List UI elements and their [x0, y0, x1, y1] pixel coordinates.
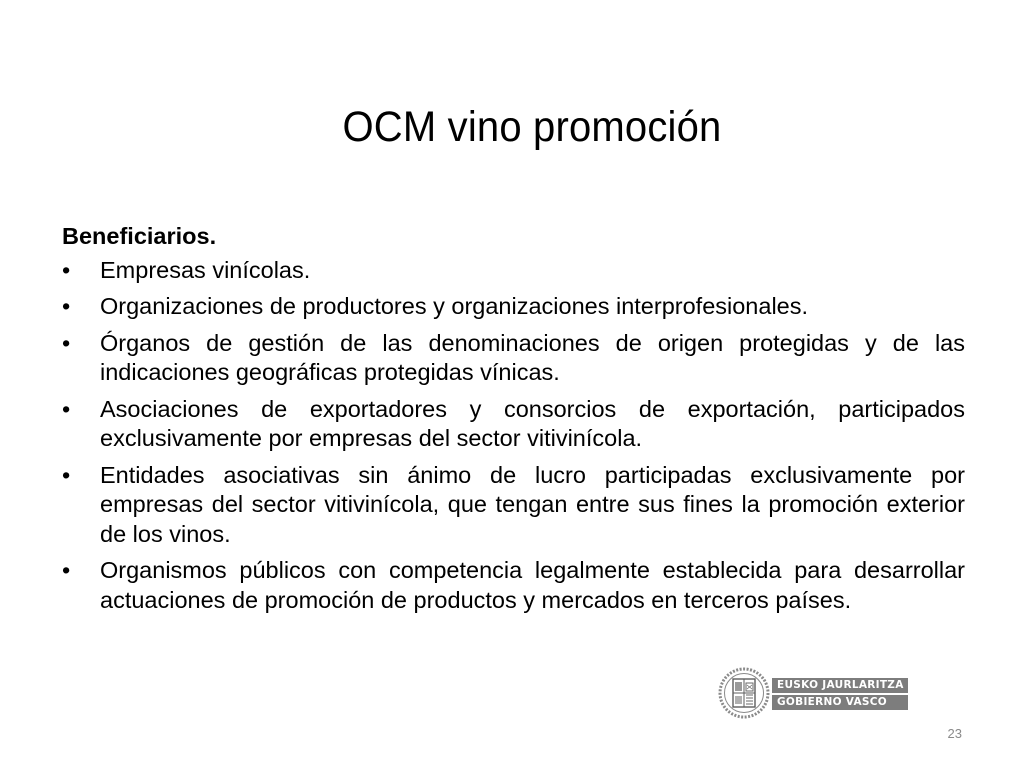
bullet-marker: • — [62, 395, 71, 422]
slide-title: OCM vino promoción — [342, 102, 722, 151]
bullet-item — [62, 329, 965, 388]
bullet-text: Empresas vinícolas. — [100, 256, 311, 283]
bullet-item — [62, 256, 965, 286]
page-number: 23 — [947, 726, 962, 741]
bullet-marker: • — [62, 557, 71, 583]
section-heading: Beneficiarios. — [62, 223, 217, 249]
slide-content — [62, 222, 965, 622]
logo-text-basque: EUSKO JAURLARITZA — [772, 678, 908, 693]
bullet-text: Organismos públicos con competencia legalmente establecida para desarrollar actuaciones de promoción de productos y mercados en terceros países. — [100, 557, 965, 613]
bullet-marker: • — [62, 293, 71, 319]
bullet-text: Órganos de gestión de las denominaciones de origen protegidas y de las indicaciones geográficas protegidas vínicas. — [100, 329, 965, 385]
government-logo — [718, 666, 910, 720]
bullet-text: Entidades asociativas sin ánimo de lucro participadas exclusivamente por empresas del sector vitivinícola, que tengan entre sus fines la promoción exterior de los vinos. — [100, 461, 965, 547]
logo-text-spanish: GOBIERNO VASCO — [772, 695, 908, 710]
bullet-list — [62, 256, 965, 616]
bullet-item — [62, 461, 965, 550]
bullet-item — [62, 395, 965, 454]
bullet-marker: • — [62, 329, 71, 356]
bullet-item — [62, 556, 965, 615]
bullet-item — [62, 292, 965, 322]
bullet-marker: • — [62, 256, 71, 283]
bullet-text: Asociaciones de exportadores y consorcios de exportación, participados exclusivamente por empresas del sector vitivinícola. — [100, 395, 965, 451]
bullet-text: Organizaciones de productores y organizaciones interprofesionales. — [100, 293, 809, 319]
basque-government-emblem-icon — [718, 666, 770, 720]
bullet-marker: • — [62, 461, 71, 488]
